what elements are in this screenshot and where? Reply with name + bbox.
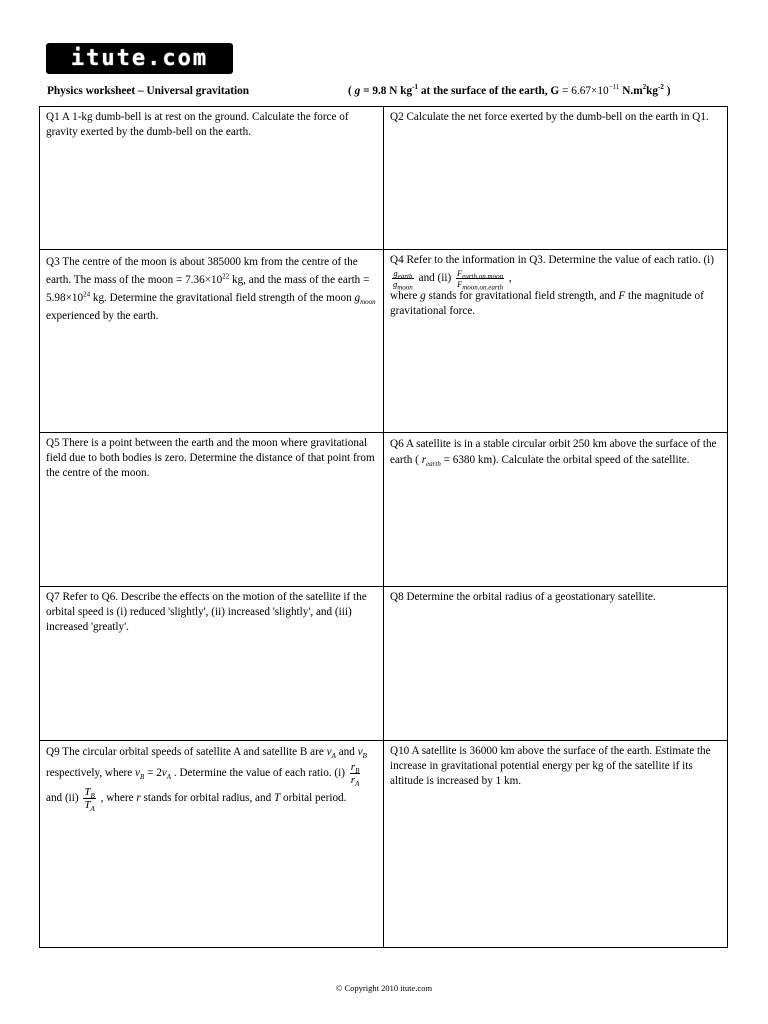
question-9: Q9 The circular orbital speeds of satellite A and satellite B are $v_A$ and $v_B$ respectively, where $v_B = 2v_A$ . Determine the value of each ratio. (i) $\frac{r_B}{r_A}$ and (ii) $\frac{T_B}{T_A}$ , where r stands for orbital radius, and T orbital period.: [40, 741, 384, 947]
given-constants: ( g = 9.8 N $kg^{-1}$ at the surface of the earth, $G = 6.67\times 10^{-11}$ $N.m^2kg^{-2}$ ): [348, 83, 671, 97]
ratio-g-earth-over-g-moon: $\frac{g_{earth}}{g_{moon}}$: [393, 268, 413, 292]
question-1-text: Q1 A 1-kg dumb-bell is at rest on the ground. Calculate the force of gravity exerted by the dumb-bell on the earth.: [46, 111, 349, 138]
question-1: [40, 107, 384, 250]
question-grid: [39, 106, 728, 948]
question-5: [40, 433, 384, 587]
ratio-force-earth-on-moon-over-moon-on-earth: $\frac{F_{earth.on.moon}}{F_{moon.on.earth}}$: [457, 268, 504, 292]
question-7: [40, 587, 384, 741]
ratio-r-b-over-r-a: $\frac{r_B}{r_A}$: [350, 761, 360, 789]
question-8: [384, 587, 727, 741]
copyright-footer: © Copyright 2010 itute.com: [335, 983, 433, 993]
question-6: Q6 A satellite is in a stable circular orbit 250 km above the surface of the earth ( $r_{earth} = 6380$ km). Calculate the orbital speed of the satellite.: [384, 433, 727, 587]
question-4: Q4 Refer to the information in Q3. Determine the value of each ratio. (i) $\frac{g_{earth}}{g_{moon}}$ and (ii) $\frac{F_{earth.on.moon}}{F_{moon.on.earth}}$ , where g stands for gravitational field strength, and F the magnitude of gravitational force.: [384, 250, 727, 433]
ratio-t-b-over-t-a: $\frac{T_B}{T_A}$: [84, 786, 95, 814]
worksheet-title: Physics worksheet – Universal gravitation: [47, 85, 250, 97]
question-5-text: Q5 There is a point between the earth and the moon where gravitational field due to both bodies is zero. Determine the distance of that point from the centre of the moon.: [46, 437, 375, 479]
question-10-text: Q10 A satellite is 36000 km above the surface of the earth. Estimate the increase in gravitational potential energy per kg of the satellite if its altitude is increased by 1 km.: [390, 745, 711, 787]
question-10: [384, 741, 727, 947]
g-moon-symbol: $g_{moon}$: [354, 292, 376, 307]
logo-text: itute.com: [70, 46, 209, 71]
question-2: [384, 107, 727, 250]
itute-logo: [46, 43, 233, 74]
question-8-text: Q8 Determine the orbital radius of a geostationary satellite.: [390, 591, 656, 603]
question-2-text: Q2 Calculate the net force exerted by the dumb-bell on the earth in Q1.: [390, 111, 709, 123]
question-3: Q3 The centre of the moon is about 385000 km from the centre of the earth. The mass of the moon = $7.36\times 10^{22}$ kg, and the mass of the earth = $5.98\times 10^{24}$ kg. Determine the gravitational field strength of the moon $g_{moon}$ experienced by the earth.: [40, 250, 384, 433]
question-7-text: Q7 Refer to Q6. Describe the effects on the motion of the satellite if the orbital speed is (i) reduced 'slightly', (ii) increased 'slightly', and (iii) increased 'greatly'.: [46, 591, 367, 633]
worksheet-heading: [47, 85, 727, 97]
